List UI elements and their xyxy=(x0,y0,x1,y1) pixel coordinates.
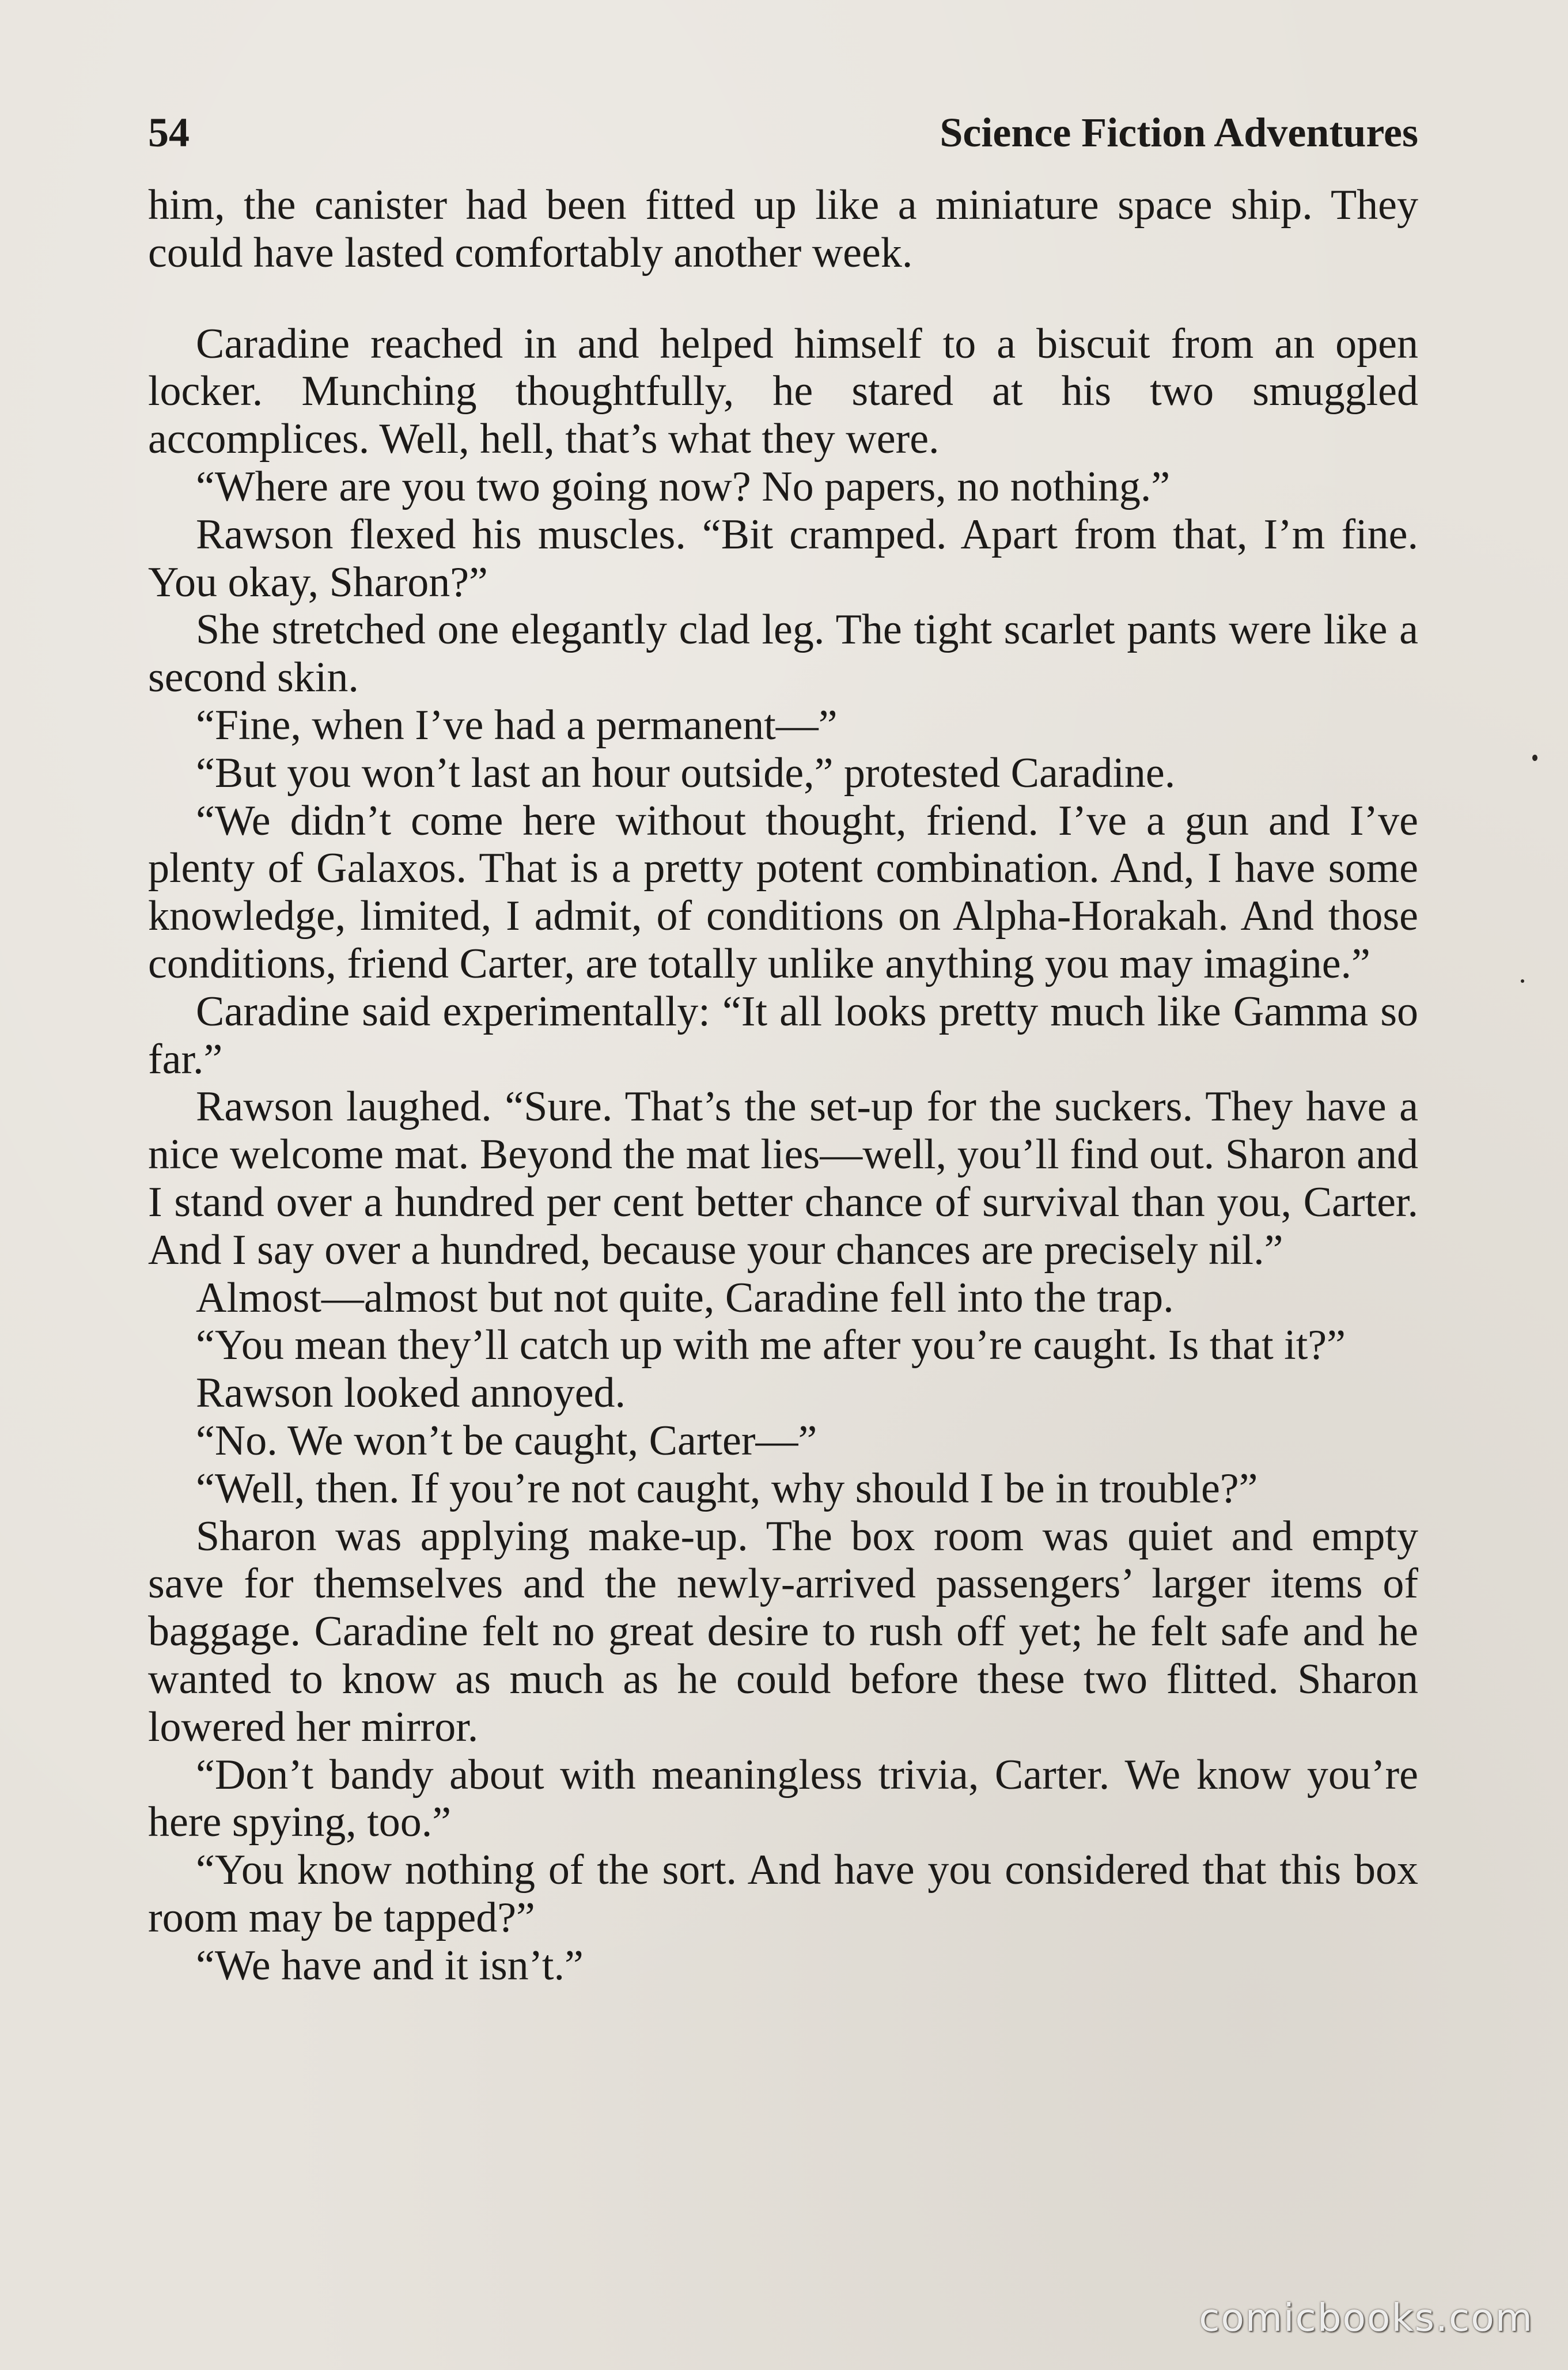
paragraph: “You know nothing of the sort. And have you considered that this box room may be tapped?” xyxy=(148,1846,1418,1941)
paragraph: Caradine reached in and helped himself to a biscuit from an open locker. Munching thoughtfully, he stared at his two smuggled accomplices. Well, hell, that’s what they were. xyxy=(148,320,1418,463)
paragraph: him, the canister had been fitted up like a miniature space ship. They could have lasted comfortably another week. xyxy=(148,181,1418,277)
watermark: comicbooks.com xyxy=(1199,2296,1533,2340)
paragraph: “Fine, when I’ve had a permanent—” xyxy=(196,701,838,749)
paragraph: Sharon was applying make-up. The box room was quiet and empty save for themselves and the newly-arrived passengers’ larger items of baggage. Caradine felt no great desire to rush off yet; he felt safe and he wanted to know as much as he could before these two flitted. Sharon lowered her mirror. xyxy=(148,1512,1418,1751)
book-page xyxy=(148,101,1418,2290)
paragraph: She stretched one elegantly clad leg. The tight scarlet pants were like a second skin. xyxy=(148,606,1418,702)
running-title: Science Fiction Adventures xyxy=(940,109,1418,156)
paragraph: “But you won’t last an hour outside,” protested Caradine. xyxy=(196,749,1176,797)
paragraph: “We didn’t come here without thought, friend. I’ve a gun and I’ve plenty of Galaxos. That is a pretty potent combination. And, I have some knowledge, limited, I admit, of conditions on Alpha-Horakah. And those conditions, friend Carter, are totally unlike anything you may imagine.” xyxy=(148,797,1418,987)
ink-speck xyxy=(1521,979,1524,983)
paragraph: “Don’t bandy about with meaningless trivia, Carter. We know you’re here spying, too.” xyxy=(148,1751,1418,1846)
running-head xyxy=(148,101,1418,164)
paragraph: “We have and it isn’t.” xyxy=(196,1941,584,1989)
paragraph: Rawson flexed his muscles. “Bit cramped. Apart from that, I’m fine. You okay, Sharon?” xyxy=(148,510,1418,606)
paragraph: Rawson laughed. “Sure. That’s the set-up for the suckers. They have a nice welcome mat. Beyond the mat lies—well, you’ll find out. Sharon and I stand over a hundred per cent better chance of survival than you, Carter. And I say over a hundred, because your chances are precisely nil.” xyxy=(148,1083,1418,1274)
paragraph: “You mean they’ll catch up with me after you’re caught. Is that it?” xyxy=(196,1322,1346,1369)
ink-speck xyxy=(1532,755,1537,761)
paragraph: Almost—almost but not quite, Caradine fell into the trap. xyxy=(196,1274,1174,1322)
paragraph: “No. We won’t be caught, Carter—” xyxy=(196,1417,817,1464)
paragraph: Caradine said experimentally: “It all looks pretty much like Gamma so far.” xyxy=(148,987,1418,1083)
body-text xyxy=(148,181,1418,1989)
paragraph: “Where are you two going now? No papers, no nothing.” xyxy=(196,463,1171,510)
page-number: 54 xyxy=(148,109,190,156)
paragraph: Rawson looked annoyed. xyxy=(196,1369,626,1417)
paragraph: “Well, then. If you’re not caught, why should I be in trouble?” xyxy=(196,1464,1258,1512)
